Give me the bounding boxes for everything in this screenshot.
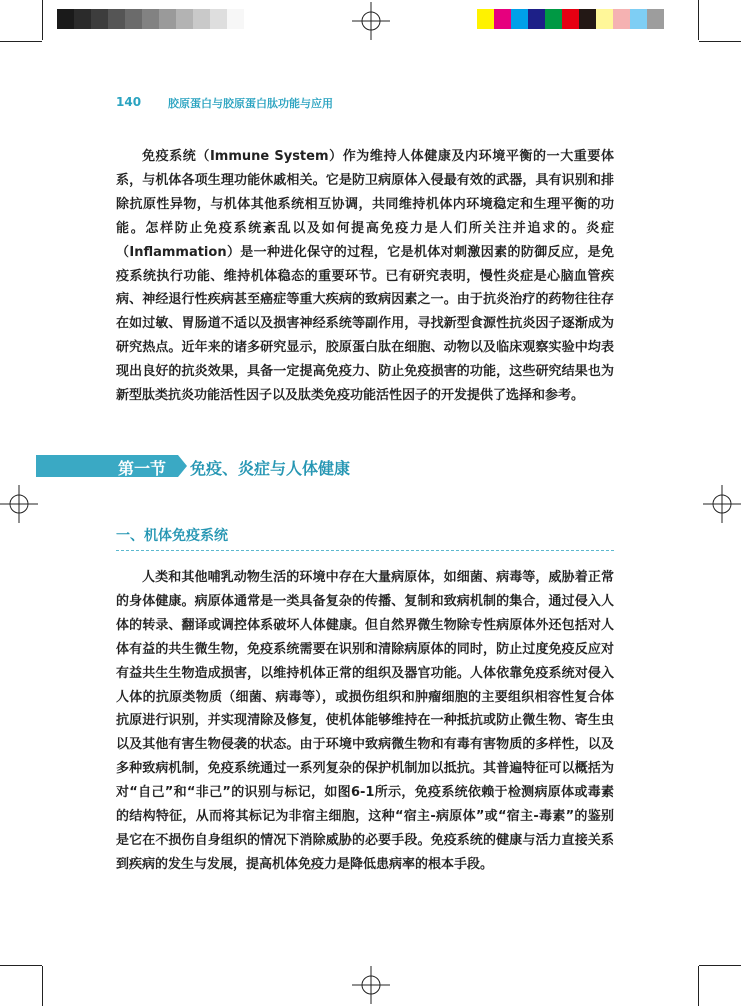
color-swatch: [494, 9, 511, 29]
page-number: 140: [116, 95, 142, 109]
color-swatch: [630, 9, 647, 29]
crop-mark: [699, 41, 741, 42]
grayscale-calibration-bar: [57, 9, 261, 29]
gray-swatch: [74, 9, 91, 29]
gray-swatch: [57, 9, 74, 29]
section-banner-arrow-icon: [178, 455, 187, 477]
gray-swatch: [244, 9, 261, 29]
section-banner: [36, 455, 416, 477]
registration-mark-icon: [352, 966, 390, 1004]
subsection-divider: [116, 550, 614, 551]
gray-swatch: [159, 9, 176, 29]
crop-mark: [0, 965, 42, 966]
color-swatch: [562, 9, 579, 29]
crop-mark: [698, 966, 699, 1006]
gray-swatch: [193, 9, 210, 29]
color-swatch: [647, 9, 664, 29]
color-swatch: [545, 9, 562, 29]
gray-swatch: [142, 9, 159, 29]
crop-mark: [698, 0, 699, 40]
section-number: 第一节: [118, 459, 167, 478]
gray-swatch: [125, 9, 142, 29]
section-title: 免疫、炎症与人体健康: [190, 459, 351, 478]
registration-mark-icon: [352, 2, 390, 40]
color-swatch: [477, 9, 494, 29]
crop-mark: [0, 41, 42, 42]
color-swatch: [613, 9, 630, 29]
gray-swatch: [176, 9, 193, 29]
color-calibration-bar: [477, 9, 664, 29]
registration-mark-icon: [0, 485, 38, 523]
registration-mark-icon: [703, 485, 741, 523]
gray-swatch: [227, 9, 244, 29]
gray-swatch: [210, 9, 227, 29]
crop-mark: [699, 965, 741, 966]
subsection-heading: 一、机体免疫系统: [116, 528, 228, 544]
body-paragraph: 人类和其他哺乳动物生活的环境中存在大量病原体，如细菌、病毒等，威胁着正常的身体健康。病原体通常是一类具备复杂的传播、复制和致病机制的集合，通过侵入人体的转录、翻译或调控体系破坏人体健康。但自然界微生物除专性病原体外还包括对人体有益的共生微生物，免疫系统需要在识别和清除病原体的同时，防止过度免疫反应对有益共生生物造成损害，以维持机体正常的组织及器官功能。人体依靠免疫系统对侵入人体的抗原类物质（细菌、病毒等），或损伤组织和肿瘤细胞的主要组织相容性复合体抗原进行识别，并实现清除及修复，使机体能够维持在一种抵抗或防止微生物、寄生虫以及其他有害生物侵袭的状态。由于环境中致病微生物和有毒有害物质的多样性，以及多种致病机制，免疫系统通过一系列复杂的保护机制加以抵抗。其普遍特征可以概括为对“自己”和“非己”的识别与标记，如图6-1所示，免疫系统依赖于检测病原体或毒素的结构特征，从而将其标记为非宿主细胞，这种“宿主-病原体”或“宿主-毒素”的鉴别是它在不损伤自身组织的情况下消除威胁的必要手段。免疫系统的健康与活力直接关系到疾病的发生与发展，提高机体免疫力是降低患病率的根本手段。: [116, 570, 614, 872]
color-swatch: [511, 9, 528, 29]
color-swatch: [596, 9, 613, 29]
gray-swatch: [91, 9, 108, 29]
intro-paragraph: 免疫系统（Immune System）作为维持人体健康及内环境平衡的一大重要体系，与机体各项生理功能休戚相关。它是防卫病原体入侵最有效的武器，具有识别和排除抗原性异物，与机体其他系统相互协调，共同维持机体内环境稳定和生理平衡的功能。怎样防止免疫系统紊乱以及如何提高免疫力是人们所关注并追求的。炎症（Inflammation）是一种进化保守的过程，它是机体对刺激因素的防御反应，是免疫系统执行功能、维持机体稳态的重要环节。已有研究表明，慢性炎症是心脑血管疾病、神经退行性疾病甚至癌症等重大疾病的致病因素之一。由于抗炎治疗的药物往往存在如过敏、胃肠道不适以及损害神经系统等副作用，寻找新型食源性抗炎因子逐渐成为研究热点。近年来的诸多研究显示，胶原蛋白肽在细胞、动物以及临床观察实验中均表现出良好的抗炎效果，具备一定提高免疫力、防止免疫损害的功能，这些研究结果也为新型肽类抗炎功能活性因子以及肽类免疫功能活性因子的开发提供了选择和参考。: [116, 149, 614, 404]
crop-mark: [42, 966, 43, 1006]
color-swatch: [528, 9, 545, 29]
color-swatch: [579, 9, 596, 29]
gray-swatch: [108, 9, 125, 29]
crop-mark: [42, 0, 43, 40]
running-title: 胶原蛋白与胶原蛋白肽功能与应用: [168, 97, 333, 110]
